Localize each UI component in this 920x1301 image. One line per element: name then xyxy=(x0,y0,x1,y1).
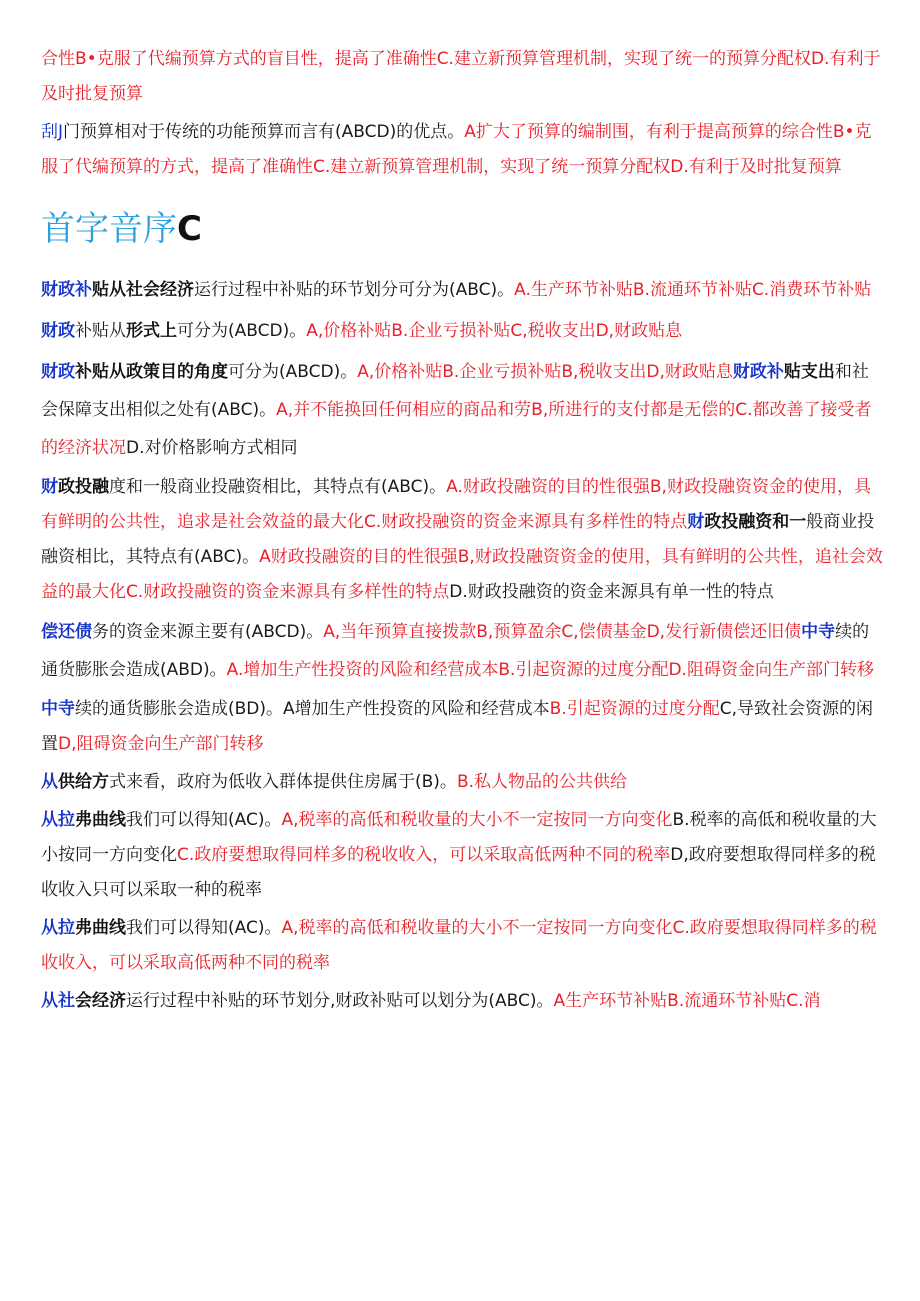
question-lead: 刮J xyxy=(41,122,64,142)
question-item-10 xyxy=(41,984,883,1019)
question-text: 运行过程中补贴的环节划分可分为(ABC)。 xyxy=(194,280,515,300)
answer-text: 合性B•克服了代编预算方式的盲目性，提高了准确性C.建立新预算管理机制，实现了统一的预算分配权D.有利于及时批复预算 xyxy=(41,49,881,104)
question-keyword: 弗曲线 xyxy=(75,918,126,938)
question-lead: 财政 xyxy=(41,362,75,382)
question-lead: 中寺 xyxy=(41,699,75,719)
answer-text: D.财政投融资的资金来源具有单一性的特点 xyxy=(449,582,774,602)
question-item-8 xyxy=(41,803,883,908)
question-keyword: 政投融资和一 xyxy=(704,512,807,532)
question-keyword: 弗曲线 xyxy=(75,810,126,830)
question-lead: 从 xyxy=(41,772,58,792)
answer-text: D,阻碍资金向生产部门转移 xyxy=(58,734,264,754)
answer-text: A财政投融资的目的性很强B,财政投融资资金的使用，具有鲜明的公共性，追社会效益的最大化C.财政投融资的资金来源具有多样性的特点 xyxy=(41,547,883,602)
question-lead: 中寺 xyxy=(801,622,836,642)
answer-text: A.增加生产性投资的风险和经营成本B.引起资源的过度分配D.阻碍资金向生产部门转移 xyxy=(226,660,874,680)
answer-text: A,税率的高低和税收量的大小不一定按同一方向变化C.政府要想取得同样多的税收收入，可以采取高低两种不同的税率 xyxy=(41,918,877,973)
answer-text: A扩大了预算的编制围，有利于提高预算的综合性B•克服了代编预算的方式，提高了准确性C.建立新预算管理机制，实现了统一预算分配权D.有利于及时批复预算 xyxy=(41,122,872,177)
question-keyword: 政投融 xyxy=(58,477,109,497)
question-item-2 xyxy=(41,312,883,350)
answer-text: A.财政投融资的目的性很强B,财政投融资资金的使用，具有鲜明的公共性，追求是社会效益的最大化C.财政投融资的资金来源具有多样性的特点 xyxy=(41,477,871,532)
answer-text: A,税率的高低和税收量的大小不一定按同一方向变化 xyxy=(281,810,673,830)
question-item-3 xyxy=(41,353,883,467)
question-text: 我们可以得知(AC)。 xyxy=(126,810,282,830)
answer-text: B.引起资源的过度分配 xyxy=(549,699,720,719)
question-lead: 从拉 xyxy=(41,918,75,938)
question-item-1 xyxy=(41,271,883,309)
section-heading-letter: C xyxy=(177,209,202,249)
question-text: 我们可以得知(AC)。 xyxy=(126,918,282,938)
question-lead: 从社 xyxy=(41,991,75,1011)
intro-paragraph-2 xyxy=(41,115,883,185)
question-text: 可分为(ABCD)。 xyxy=(228,362,358,382)
question-item-4 xyxy=(41,470,883,610)
document-body xyxy=(41,42,883,1019)
question-lead: 从拉 xyxy=(41,810,75,830)
question-lead: 财政 xyxy=(41,321,75,341)
section-heading xyxy=(41,207,883,251)
section-heading-text: 首字音序 xyxy=(41,209,177,249)
question-keyword: 会经济 xyxy=(75,991,126,1011)
question-lead: 财 xyxy=(687,512,705,532)
question-item-6 xyxy=(41,692,883,762)
answer-text: A,价格补贴B.企业亏损补贴C,税收支出D,财政贴息 xyxy=(306,321,683,341)
question-text: 补贴从 xyxy=(75,321,126,341)
question-keyword: 贴从社会经济 xyxy=(92,280,194,300)
question-text: 续的通货膨胀会造成(ABD)。 xyxy=(41,622,870,680)
answer-text: B.税率的高低和税收量的大小按同一方向变化 xyxy=(41,810,877,865)
answer-text: D,政府要想取得同样多的税收收入只可以采取一种的税率 xyxy=(41,845,876,900)
answer-text: A,并不能换回任何相应的商品和劳B,所进行的支付都是无偿的C.都改善了接受者的经济状况 xyxy=(41,400,872,458)
question-keyword: 补贴从政策目的角度 xyxy=(75,362,228,382)
answer-text: C,导致社会资源的闲置 xyxy=(41,699,874,754)
answer-text: A.生产环节补贴B.流通环节补贴C.消费环节补贴 xyxy=(514,280,872,300)
question-keyword: 供给方 xyxy=(58,772,109,792)
question-keyword: 形式上 xyxy=(126,321,177,341)
question-item-5 xyxy=(41,613,883,689)
answer-text: A,当年预算直接拨款B,预算盈余C,偿债基金D,发行新债偿还旧债 xyxy=(323,622,802,642)
question-text: 运行过程中补贴的环节划分,财政补贴可以划分为(ABC)。 xyxy=(126,991,554,1011)
question-item-9 xyxy=(41,911,883,981)
question-text: 般商业投融资相比，其特点有(ABC)。 xyxy=(41,512,875,567)
question-text: 度和一般商业投融资相比，其特点有(ABC)。 xyxy=(109,477,447,497)
question-text: 可分为(ABCD)。 xyxy=(177,321,307,341)
question-text: 和社会保障支出相似之处有(ABC)。 xyxy=(41,362,869,420)
question-text: 务的资金来源主要有(ABCD)。 xyxy=(92,622,324,642)
question-lead: 财政补 xyxy=(732,362,784,382)
question-lead: 财 xyxy=(41,477,58,497)
question-item-7 xyxy=(41,765,883,800)
question-lead: 偿还债 xyxy=(41,622,92,642)
answer-text: D.对价格影响方式相同 xyxy=(126,438,298,458)
answer-text: B.私人物品的公共供给 xyxy=(456,772,628,792)
question-lead: 财政补 xyxy=(41,280,92,300)
intro-paragraph-1 xyxy=(41,42,883,112)
question-text: 式来看，政府为低收入群体提供住房属于(B)。 xyxy=(109,772,457,792)
question-text: 续的通货膨胀会造成(BD)。A增加生产性投资的风险和经营成本 xyxy=(75,699,550,719)
answer-text: A生产环节补贴B.流通环节补贴C.消 xyxy=(553,991,821,1011)
answer-text: C.政府要想取得同样多的税收收入，可以采取高低两种不同的税率 xyxy=(177,845,671,865)
question-keyword: 贴支出 xyxy=(783,362,835,382)
answer-text: A,价格补贴B.企业亏损补贴B,税收支出D,财政贴息 xyxy=(357,362,733,382)
question-text: 门预算相对于传统的功能预算而言有(ABCD)的优点。 xyxy=(63,122,465,142)
